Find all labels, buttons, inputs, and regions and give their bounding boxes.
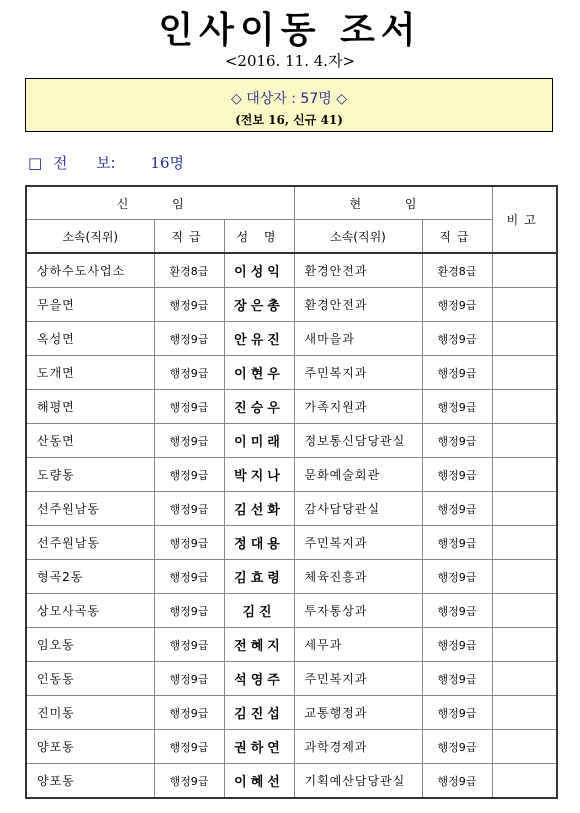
name-cell: 권하연 bbox=[224, 730, 294, 764]
name-cell: 김효령 bbox=[224, 560, 294, 594]
note-cell bbox=[492, 322, 557, 356]
name-cell: 이미래 bbox=[224, 424, 294, 458]
current-dept-cell: 정보통신담당관실 bbox=[294, 424, 422, 458]
current-grade-cell: 환경8급 bbox=[422, 253, 492, 288]
note-cell bbox=[492, 356, 557, 390]
table-row bbox=[26, 492, 557, 526]
name-cell: 안유진 bbox=[224, 322, 294, 356]
current-dept-cell: 교통행정과 bbox=[294, 696, 422, 730]
reference-date: <2016. 11. 4.자> bbox=[224, 52, 356, 70]
current-dept-cell: 환경안전과 bbox=[294, 288, 422, 322]
new-dept-cell: 양포동 bbox=[26, 764, 154, 799]
current-dept-cell: 환경안전과 bbox=[294, 253, 422, 288]
current-grade-cell: 행정9급 bbox=[422, 764, 492, 799]
new-dept-cell: 도개면 bbox=[26, 356, 154, 390]
new-grade-cell: 행정9급 bbox=[154, 764, 224, 799]
table-row bbox=[26, 288, 557, 322]
current-dept-cell: 세무과 bbox=[294, 628, 422, 662]
table-row bbox=[26, 356, 557, 390]
current-grade-cell: 행정9급 bbox=[422, 560, 492, 594]
new-grade-cell: 행정9급 bbox=[154, 628, 224, 662]
note-cell bbox=[492, 424, 557, 458]
table-row bbox=[26, 424, 557, 458]
current-grade-cell: 행정9급 bbox=[422, 662, 492, 696]
new-dept-cell: 해평면 bbox=[26, 390, 154, 424]
new-dept-cell: 임오동 bbox=[26, 628, 154, 662]
note-cell bbox=[492, 730, 557, 764]
name-cell: 이혜선 bbox=[224, 764, 294, 799]
new-dept-cell: 진미동 bbox=[26, 696, 154, 730]
new-dept-cell: 산동면 bbox=[26, 424, 154, 458]
current-dept-cell: 기획예산담당관실 bbox=[294, 764, 422, 799]
header-current-group: 현 임 bbox=[294, 186, 492, 220]
header-grade: 직급 bbox=[154, 220, 224, 254]
current-dept-cell: 주민복지과 bbox=[294, 356, 422, 390]
table-row bbox=[26, 594, 557, 628]
note-cell bbox=[492, 458, 557, 492]
name-cell: 정대용 bbox=[224, 526, 294, 560]
current-dept-cell: 주민복지과 bbox=[294, 526, 422, 560]
current-dept-cell: 주민복지과 bbox=[294, 662, 422, 696]
header-dept2: 소속(직위) bbox=[294, 220, 422, 254]
current-grade-cell: 행정9급 bbox=[422, 356, 492, 390]
summary-sub: (전보 16, 신규 41) bbox=[235, 113, 343, 127]
name-cell: 이현우 bbox=[224, 356, 294, 390]
table-row bbox=[26, 253, 557, 288]
section-count: 16명 bbox=[150, 154, 184, 172]
current-dept-cell: 새마을과 bbox=[294, 322, 422, 356]
name-cell: 김진 bbox=[224, 594, 294, 628]
header-new-group: 신 임 bbox=[26, 186, 294, 220]
transfer-table bbox=[25, 185, 558, 799]
checkbox-square-icon: □ bbox=[28, 154, 43, 172]
current-grade-cell: 행정9급 bbox=[422, 288, 492, 322]
name-cell: 장은총 bbox=[224, 288, 294, 322]
table-row bbox=[26, 730, 557, 764]
new-grade-cell: 행정9급 bbox=[154, 492, 224, 526]
new-grade-cell: 행정9급 bbox=[154, 662, 224, 696]
new-grade-cell: 행정9급 bbox=[154, 730, 224, 764]
new-grade-cell: 행정9급 bbox=[154, 458, 224, 492]
new-grade-cell: 행정9급 bbox=[154, 696, 224, 730]
note-cell bbox=[492, 526, 557, 560]
new-dept-cell: 선주원남동 bbox=[26, 526, 154, 560]
table-row bbox=[26, 560, 557, 594]
current-grade-cell: 행정9급 bbox=[422, 594, 492, 628]
new-dept-cell: 양포동 bbox=[26, 730, 154, 764]
new-grade-cell: 행정9급 bbox=[154, 560, 224, 594]
table-row bbox=[26, 390, 557, 424]
name-cell: 석영주 bbox=[224, 662, 294, 696]
current-grade-cell: 행정9급 bbox=[422, 424, 492, 458]
name-cell: 전혜지 bbox=[224, 628, 294, 662]
page-title: 인사이동 조서 bbox=[158, 10, 422, 51]
current-grade-cell: 행정9급 bbox=[422, 390, 492, 424]
new-dept-cell: 상모사곡동 bbox=[26, 594, 154, 628]
header-dept: 소속(직위) bbox=[26, 220, 154, 254]
current-grade-cell: 행정9급 bbox=[422, 322, 492, 356]
new-grade-cell: 행정9급 bbox=[154, 322, 224, 356]
current-grade-cell: 행정9급 bbox=[422, 696, 492, 730]
current-dept-cell: 가족지원과 bbox=[294, 390, 422, 424]
new-grade-cell: 행정9급 bbox=[154, 390, 224, 424]
note-cell bbox=[492, 492, 557, 526]
header-note: 비고 bbox=[492, 186, 557, 253]
note-cell bbox=[492, 560, 557, 594]
current-grade-cell: 행정9급 bbox=[422, 730, 492, 764]
header-grade2: 직급 bbox=[422, 220, 492, 254]
current-grade-cell: 행정9급 bbox=[422, 628, 492, 662]
new-grade-cell: 행정9급 bbox=[154, 526, 224, 560]
new-dept-cell: 선주원남동 bbox=[26, 492, 154, 526]
current-dept-cell: 문화예술회관 bbox=[294, 458, 422, 492]
new-dept-cell: 형곡2동 bbox=[26, 560, 154, 594]
note-cell bbox=[492, 288, 557, 322]
summary-box bbox=[25, 78, 553, 132]
table-row bbox=[26, 322, 557, 356]
table-row bbox=[26, 526, 557, 560]
note-cell bbox=[492, 662, 557, 696]
table-row bbox=[26, 458, 557, 492]
note-cell bbox=[492, 628, 557, 662]
section-label: 전 보: bbox=[52, 154, 116, 172]
table-row bbox=[26, 764, 557, 799]
current-dept-cell: 감사담당관실 bbox=[294, 492, 422, 526]
current-grade-cell: 행정9급 bbox=[422, 492, 492, 526]
current-dept-cell: 투자통상과 bbox=[294, 594, 422, 628]
new-grade-cell: 행정9급 bbox=[154, 356, 224, 390]
table-row bbox=[26, 696, 557, 730]
table-row bbox=[26, 628, 557, 662]
new-dept-cell: 옥성면 bbox=[26, 322, 154, 356]
current-grade-cell: 행정9급 bbox=[422, 526, 492, 560]
name-cell: 진승우 bbox=[224, 390, 294, 424]
note-cell bbox=[492, 696, 557, 730]
new-grade-cell: 환경8급 bbox=[154, 253, 224, 288]
new-dept-cell: 도량동 bbox=[26, 458, 154, 492]
name-cell: 이성익 bbox=[224, 253, 294, 288]
new-dept-cell: 상하수도사업소 bbox=[26, 253, 154, 288]
current-grade-cell: 행정9급 bbox=[422, 458, 492, 492]
name-cell: 김선화 bbox=[224, 492, 294, 526]
table-row bbox=[26, 662, 557, 696]
current-dept-cell: 과학경제과 bbox=[294, 730, 422, 764]
note-cell bbox=[492, 253, 557, 288]
new-dept-cell: 무을면 bbox=[26, 288, 154, 322]
note-cell bbox=[492, 390, 557, 424]
new-dept-cell: 인동동 bbox=[26, 662, 154, 696]
name-cell: 박지나 bbox=[224, 458, 294, 492]
new-grade-cell: 행정9급 bbox=[154, 288, 224, 322]
current-dept-cell: 체육진흥과 bbox=[294, 560, 422, 594]
name-cell: 김진섭 bbox=[224, 696, 294, 730]
note-cell bbox=[492, 764, 557, 799]
new-grade-cell: 행정9급 bbox=[154, 594, 224, 628]
new-grade-cell: 행정9급 bbox=[154, 424, 224, 458]
note-cell bbox=[492, 594, 557, 628]
summary-main: ◇ 대상자 : 57명 ◇ bbox=[231, 91, 347, 107]
section-heading bbox=[28, 152, 184, 173]
header-name: 성 명 bbox=[224, 220, 294, 254]
